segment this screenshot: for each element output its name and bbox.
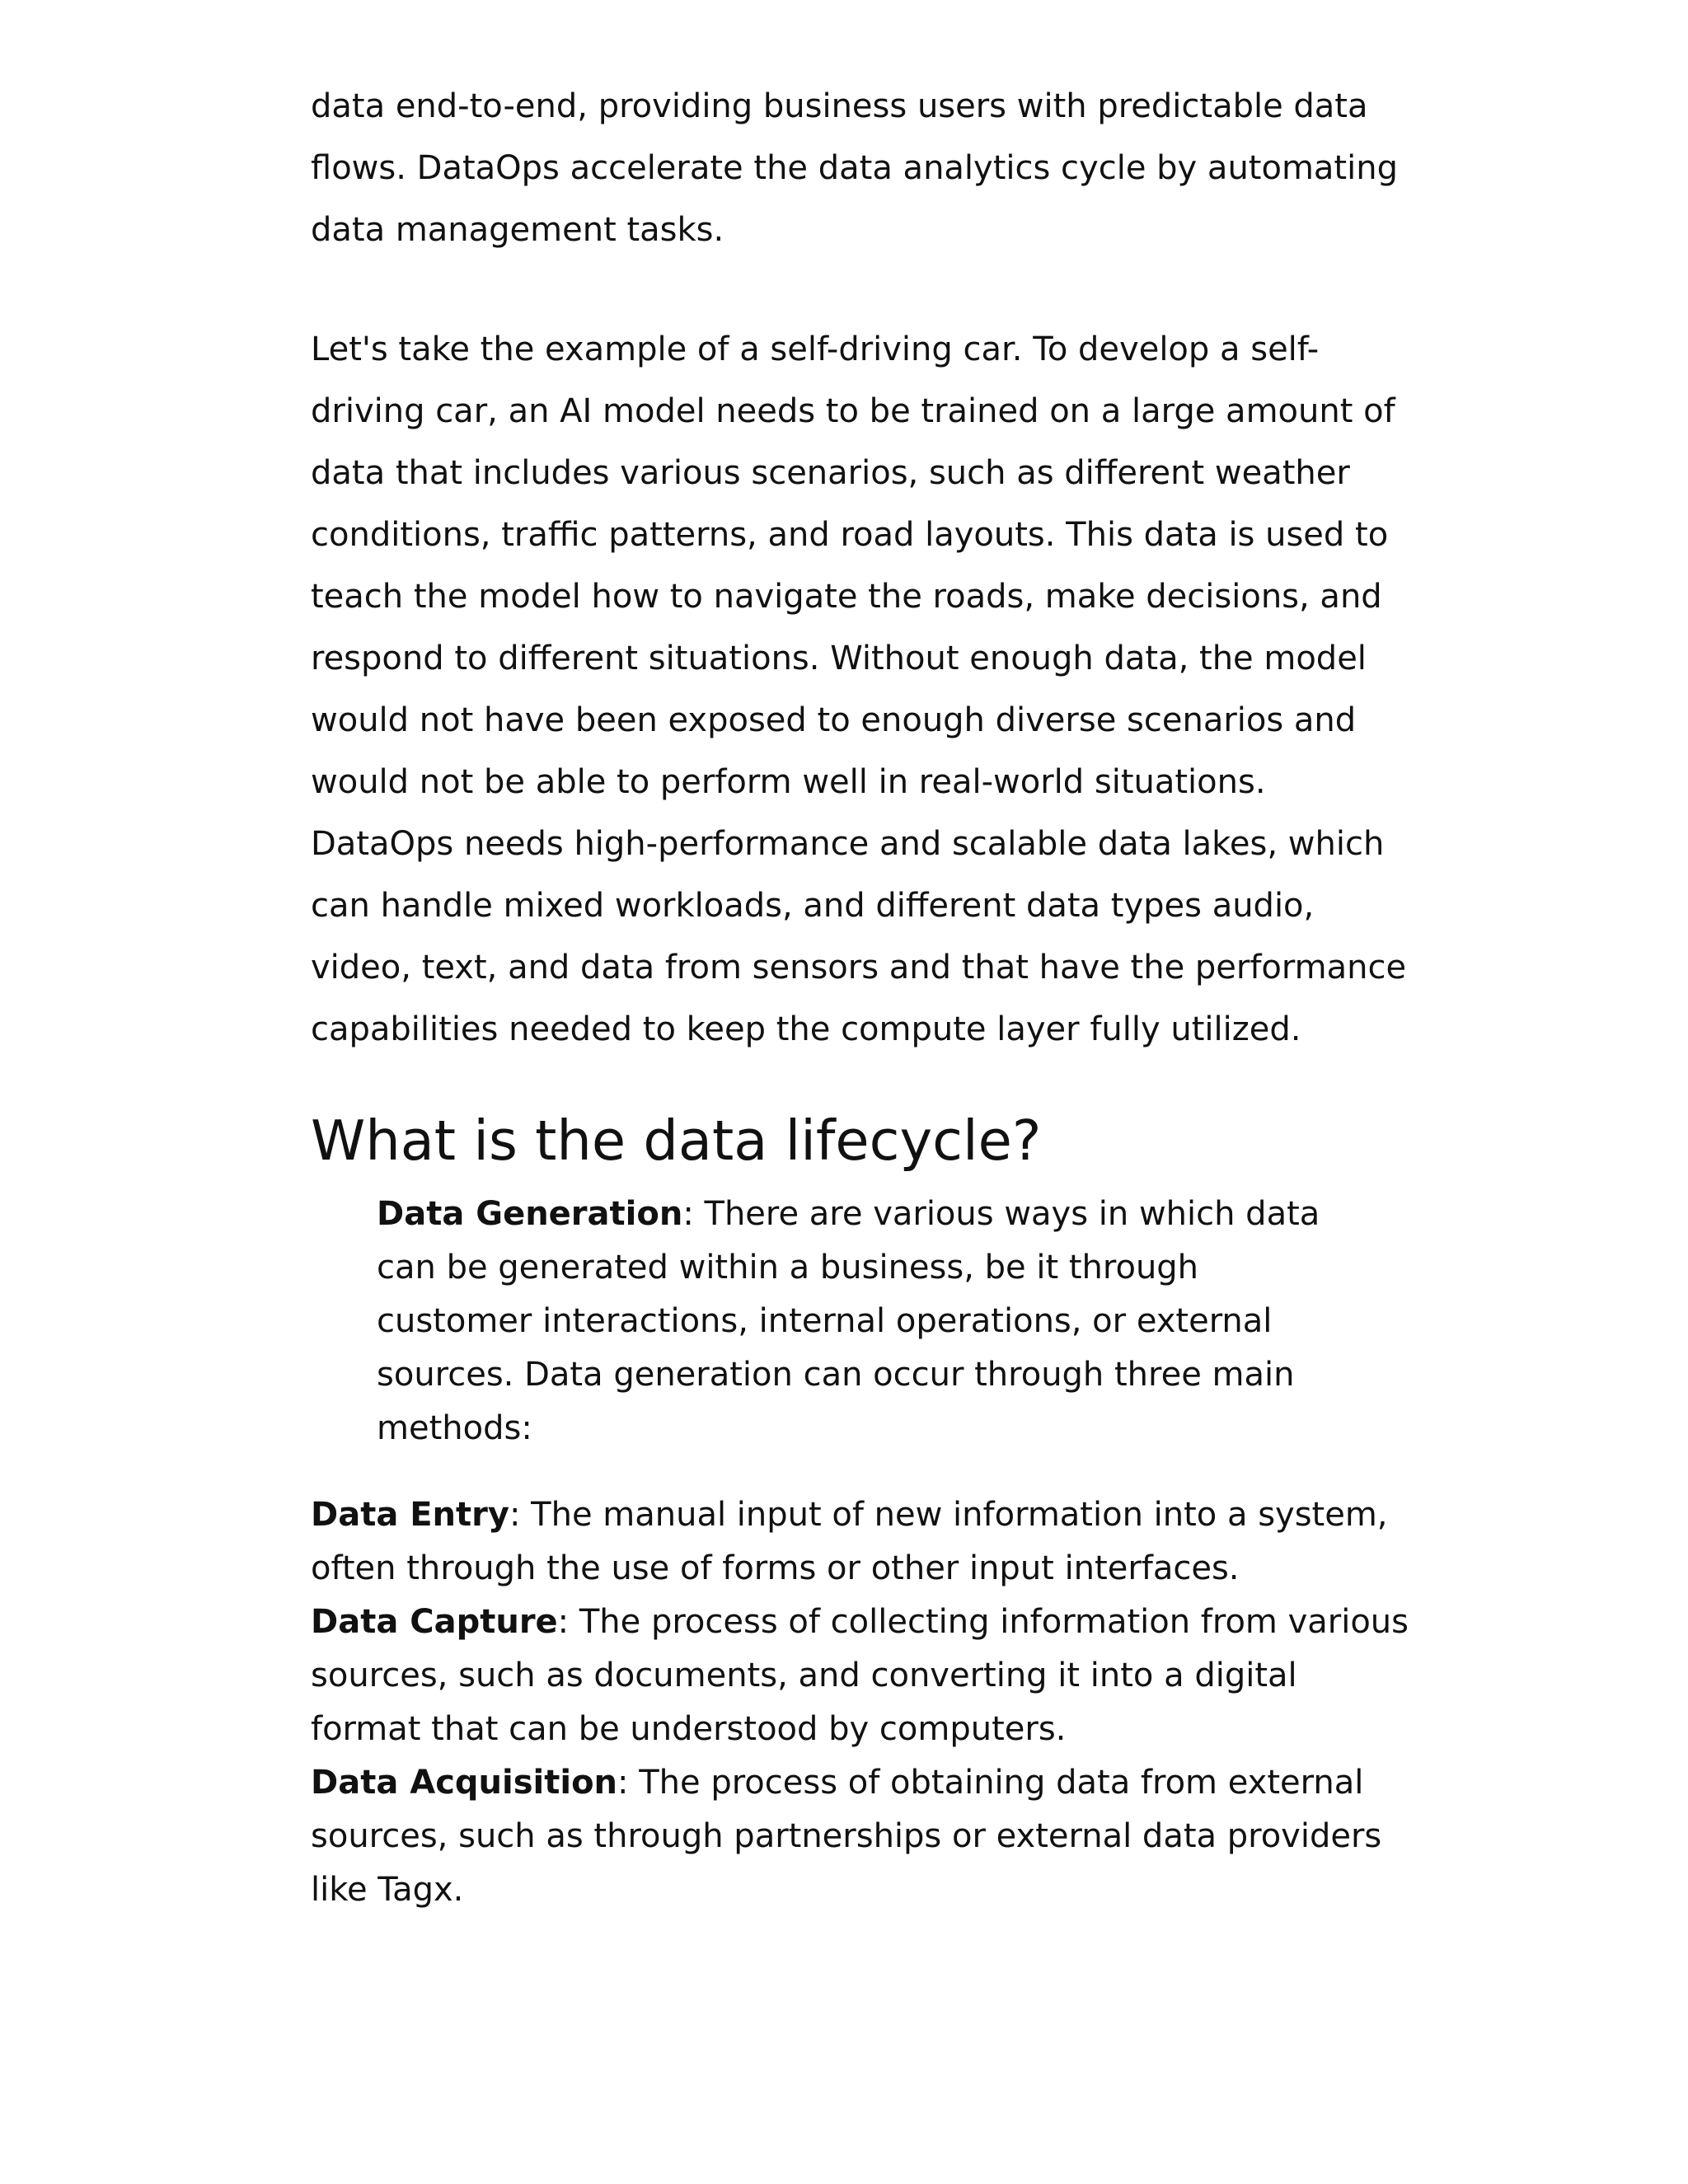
method-description: : The process of obtaining data from external sources, such as through partnerships or external data providers like Tagx. <box>311 1764 1382 1909</box>
method-term: Data Entry <box>311 1496 509 1534</box>
paragraph-self-driving-example: Let's take the example of a self-driving car. To develop a self-driving car, an AI model needs to be trained on a large amount of data that includes various scenarios, such as different weather conditions, traffic patterns, and road layouts. This data is used to teach the model how to navigate the roads, make decisions, and respond to different situations. Without enough data, the model would not have been exposed to enough diverse scenarios and would not be able to perform well in real-world situations. DataOps needs high-performance and scalable data lakes, which can handle mixed workloads, and different data types audio, video, text, and data from sensors and that have the performance capabilities needed to keep the compute layer fully utilized. <box>311 330 1407 1048</box>
method-term: Data Acquisition <box>311 1764 618 1802</box>
data-generation-methods <box>311 1488 1411 1917</box>
data-generation-term: Data Generation <box>377 1195 683 1233</box>
paragraph-dataops-intro: data end-to-end, providing business users with predictable data flows. DataOps accelerate the data analytics cycle by automating data management tasks. <box>311 87 1398 249</box>
article-content <box>311 76 1411 1917</box>
method-data-entry <box>311 1488 1411 1596</box>
data-generation-paragraph <box>311 1188 1345 1455</box>
data-generation-text: : There are various ways in which data can be generated within a business, be it through customer interactions, internal operations, or external sources. Data generation can occur through three main methods: <box>377 1195 1320 1447</box>
section-heading-data-lifecycle: What is the data lifecycle? <box>311 1108 1042 1173</box>
method-term: Data Capture <box>311 1603 558 1641</box>
method-data-capture <box>311 1596 1411 1756</box>
paragraph-spacer <box>311 261 1411 319</box>
method-data-acquisition <box>311 1756 1411 1917</box>
method-description: : The process of collecting information from various sources, such as documents, and converting it into a digital format that can be understood by computers. <box>311 1603 1409 1748</box>
method-description: : The manual input of new information into a system, often through the use of forms or other input interfaces. <box>311 1496 1388 1587</box>
